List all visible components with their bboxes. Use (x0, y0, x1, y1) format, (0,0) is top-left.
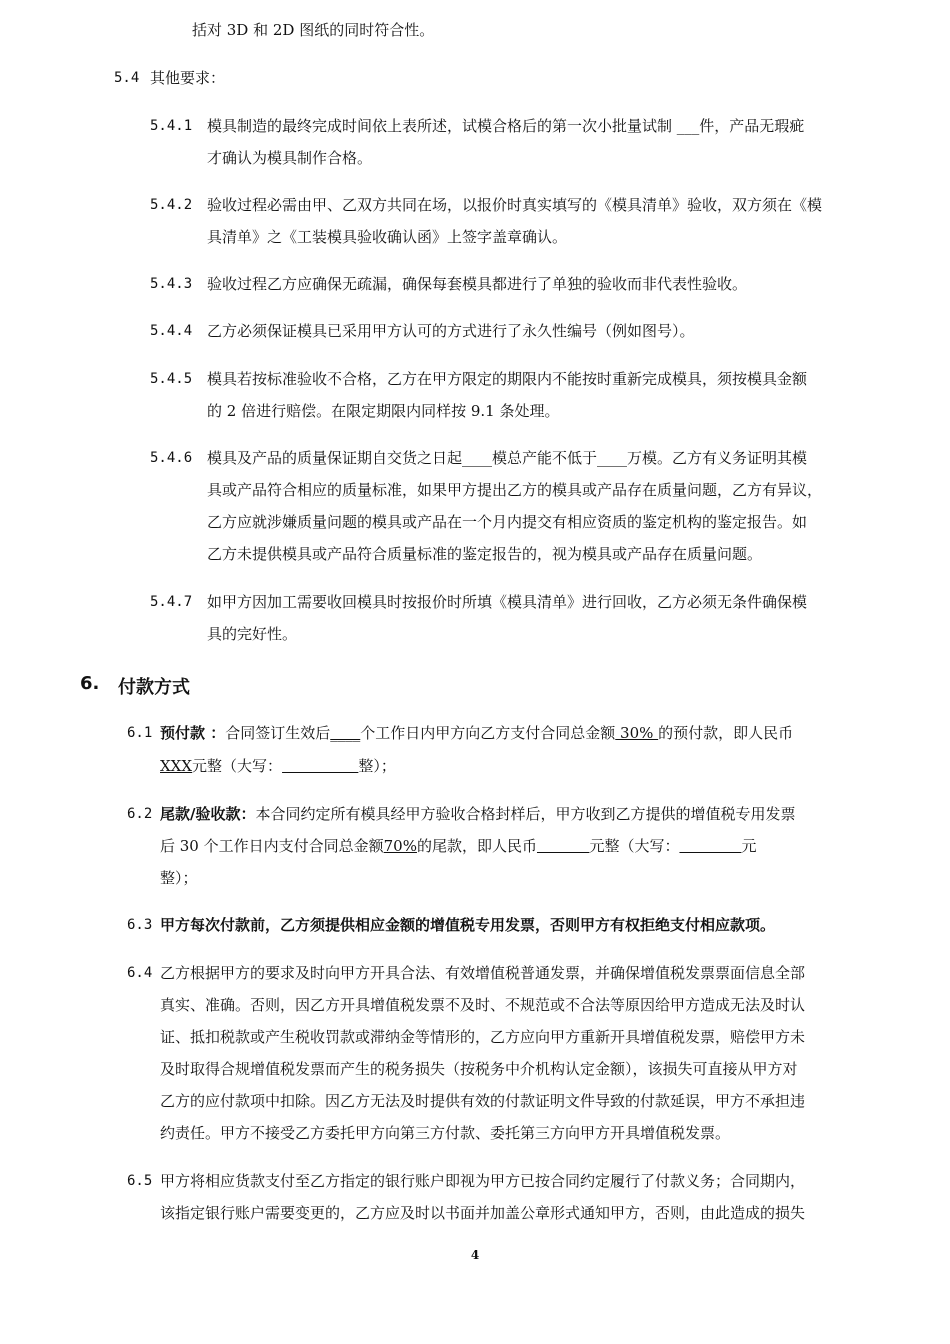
section-title: 其他要求： (150, 69, 226, 87)
clause-number: 5.4.1 (150, 118, 193, 134)
clause-text-line (160, 803, 796, 825)
clause-text-line: 才确认为模具制作合格。 (207, 149, 373, 167)
clause-number: 5.4.3 (150, 276, 193, 292)
clause-text-line: 约责任。甲方不接受乙方委托甲方向第三方付款、委托第三方向甲方开具增值税发票。 (160, 1124, 731, 1142)
clause-number: 6.4 (127, 965, 153, 981)
clause-text-line: 模具若按标准验收不合格，乙方在甲方限定的期限内不能按时重新完成模具，须按模具金额 (207, 370, 808, 388)
section-heading-number: 6. (80, 673, 100, 694)
percent-value: 30% (615, 724, 659, 742)
clause-number: 5.4.2 (150, 197, 193, 213)
clause-text-line: 乙方必须保证模具已采用甲方认可的方式进行了永久性编号（例如图号）。 (207, 322, 695, 340)
clause-text-line: 具清单》之《工装模具验收确认函》上签字盖章确认。 (207, 228, 568, 246)
clause-text-line: 乙方的应付款项中扣除。因乙方无法及时提供有效的付款证明文件导致的付款延误，甲方不承担违 (160, 1092, 806, 1110)
clause-text-line: 具的完好性。 (207, 625, 298, 643)
text-run: 的尾款，即人民币 (416, 837, 537, 855)
percent-value: 70% (383, 837, 417, 855)
clause-number: 6.5 (127, 1173, 153, 1189)
clause-number: 5.4.4 (150, 323, 193, 339)
text-run: 后 30 个工作日内支付合同总金额 (160, 837, 384, 855)
clause-label: 预付款 ： (160, 724, 226, 742)
page-number: 4 (470, 1248, 480, 1262)
clause-text-line: 整）； (160, 869, 198, 887)
text-run: 元整（大写： (589, 837, 680, 855)
amount-value: XXX (160, 757, 193, 775)
clause-number: 5.4.5 (150, 371, 193, 387)
clause-label: 尾款/验收款： (160, 805, 256, 823)
clause-text-line: 模具及产品的质量保证期自交货之日起____模总产能不低于____万模。乙方有义务证明其模 (207, 449, 808, 467)
clause-text-line: 该指定银行账户需要变更的，乙方应及时以书面并加盖公章形式通知甲方，否则，由此造成的损失 (160, 1204, 806, 1222)
clause-number: 5.4.6 (150, 450, 193, 466)
blank-underline: ____ (330, 724, 361, 742)
blank-underline (282, 757, 358, 775)
blank-underline (679, 837, 741, 855)
clause-text-line (160, 755, 396, 777)
clause-text-line (160, 722, 793, 744)
clause-text-line: 具或产品符合相应的质量标准，如果甲方提出乙方的模具或产品存在质量问题，乙方有异议， (207, 481, 823, 499)
blank-underline (537, 837, 589, 855)
clause-text-line: 的 2 倍进行赔偿。在限定期限内同样按 9.1 条处理。 (207, 402, 560, 420)
clause-number: 6.1 (127, 725, 153, 741)
section-number: 5.4 (114, 70, 140, 86)
clause-text-line: 真实、准确。否则，因乙方开具增值税发票不及时、不规范或不合法等原因给甲方造成无法及时认 (160, 996, 806, 1014)
clause-text-line: 如甲方因加工需要收回模具时按报价时所填《模具清单》进行回收，乙方必须无条件确保模 (207, 593, 808, 611)
clause-number: 6.3 (127, 917, 153, 933)
text-run: 本合同约定所有模具经甲方验收合格封样后，甲方收到乙方提供的增值税专用发票 (255, 805, 796, 823)
clause-text-line (160, 835, 756, 857)
clause-text-line: 乙方应就涉嫌质量问题的模具或产品在一个月内提交有相应资质的鉴定机构的鉴定报告。如 (207, 513, 808, 531)
text-run: 的预付款，即人民币 (658, 724, 794, 742)
clause-text-line: 及时取得合规增值税发票而产生的税务损失（按税务中介机构认定金额），该损失可直接从甲方对 (160, 1060, 798, 1078)
text-run: 元 (741, 837, 757, 855)
text-run: 个工作日内甲方向乙方支付合同总金额 (360, 724, 616, 742)
clause-text-line: 乙方根据甲方的要求及时向甲方开具合法、有效增值税普通发票，并确保增值税发票票面信息全部 (160, 964, 806, 982)
text-run: 合同签订生效后 (225, 724, 331, 742)
clause-text-line: 证、抵扣税款或产生税收罚款或滞纳金等情形的，乙方应向甲方重新开具增值税发票，赔偿甲方未 (160, 1028, 806, 1046)
clause-text-line: 甲方将相应货款支付至乙方指定的银行账户即视为甲方已按合同约定履行了付款义务；合同期内， (160, 1172, 806, 1190)
clause-text-line: 模具制造的最终完成时间依上表所述，试模合格后的第一次小批量试制 ___件，产品无瑕疵 (207, 117, 805, 135)
clause-text-line: 验收过程必需由甲、乙双方共同在场，以报价时真实填写的《模具清单》验收，双方须在《模 (207, 196, 823, 214)
clause-number: 5.4.7 (150, 594, 193, 610)
clause-number: 6.2 (127, 806, 153, 822)
clause-text-line: 乙方未提供模具或产品符合质量标准的鉴定报告的，视为模具或产品存在质量问题。 (207, 545, 763, 563)
section-heading-title: 付款方式 (118, 677, 190, 698)
text-run: 元整（大写： (192, 757, 283, 775)
clause-text-line: 甲方每次付款前，乙方须提供相应金额的增值税专用发票，否则甲方有权拒绝支付相应款项。 (160, 916, 776, 934)
clause-text-line: 验收过程乙方应确保无疏漏，确保每套模具都进行了单独的验收而非代表性验收。 (207, 275, 748, 293)
text-run: 整）； (358, 757, 396, 775)
continued-text-line: 括对 3D 和 2D 图纸的同时符合性。 (192, 21, 435, 39)
